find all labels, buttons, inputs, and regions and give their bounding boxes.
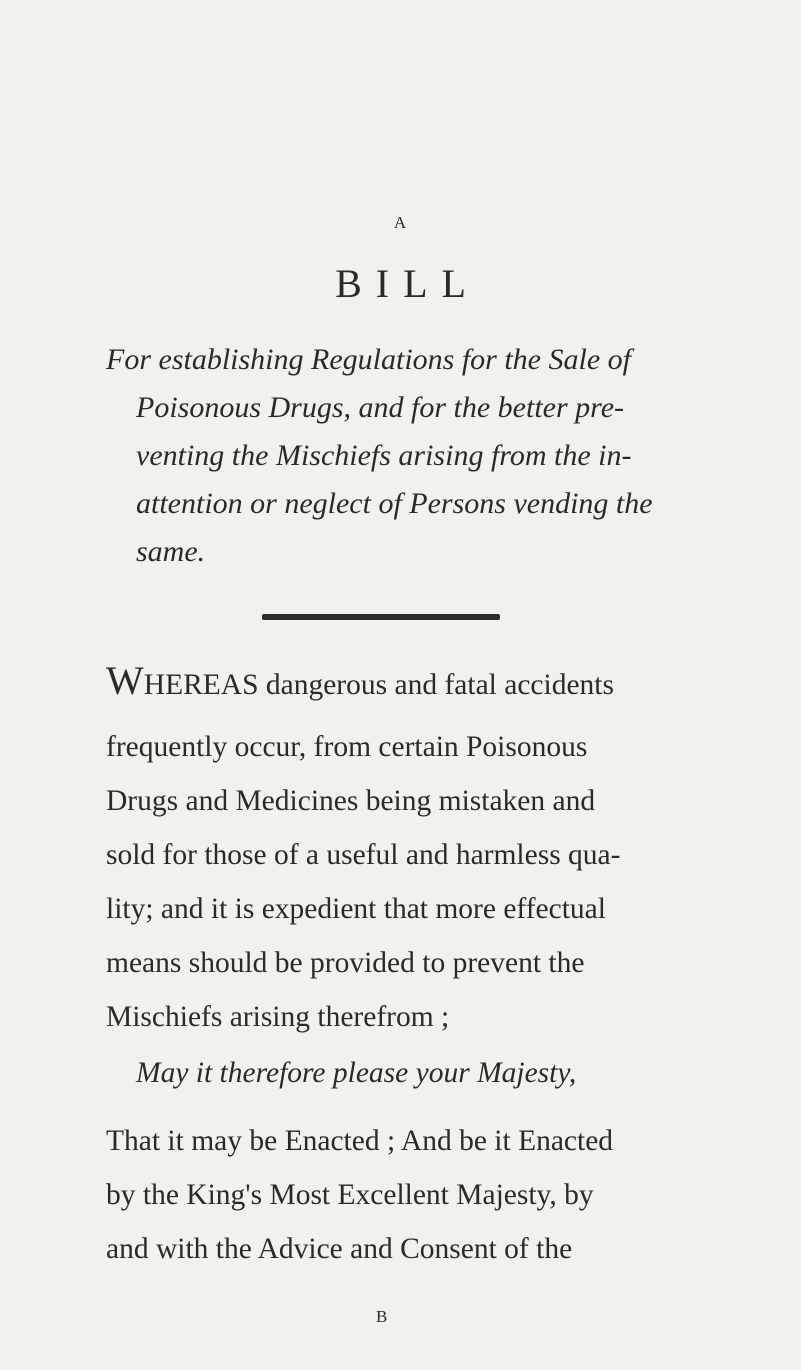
drop-initial: W: [106, 658, 144, 703]
title-line: attention or neglect of Persons vending the: [136, 487, 653, 520]
whereas-line: [106, 658, 614, 703]
enacting-line: That it may be Enacted ; And be it Enacted: [106, 1125, 614, 1157]
enacting-line: and with the Advice and Consent of the: [106, 1233, 573, 1265]
body-line: means should be provided to prevent the: [106, 947, 585, 979]
article-heading: A: [393, 213, 408, 232]
enacting-line: by the King's Most Excellent Majesty, by: [106, 1179, 594, 1211]
bill-heading: BILL: [335, 261, 480, 306]
prayer-line: May it therefore please your Majesty,: [136, 1057, 577, 1089]
body-line: Mischiefs arising therefrom ;: [106, 1001, 450, 1033]
title-line: venting the Mischiefs arising from the in-: [136, 439, 632, 472]
section-divider-rule: [262, 614, 500, 620]
title-line: same.: [136, 535, 206, 568]
body-line: lity; and it is expedient that more effectual: [106, 893, 606, 925]
signature-mark: B: [376, 1307, 388, 1326]
body-line: Drugs and Medicines being mistaken and: [106, 785, 596, 817]
title-line: For establishing Regulations for the Sale of: [106, 343, 631, 376]
body-line: sold for those of a useful and harmless qua-: [106, 839, 621, 871]
whereas-text: HEREAS dangerous and fatal accidents: [143, 669, 614, 701]
body-line: frequently occur, from certain Poisonous: [106, 731, 588, 763]
title-line: Poisonous Drugs, and for the better pre-: [136, 391, 625, 424]
